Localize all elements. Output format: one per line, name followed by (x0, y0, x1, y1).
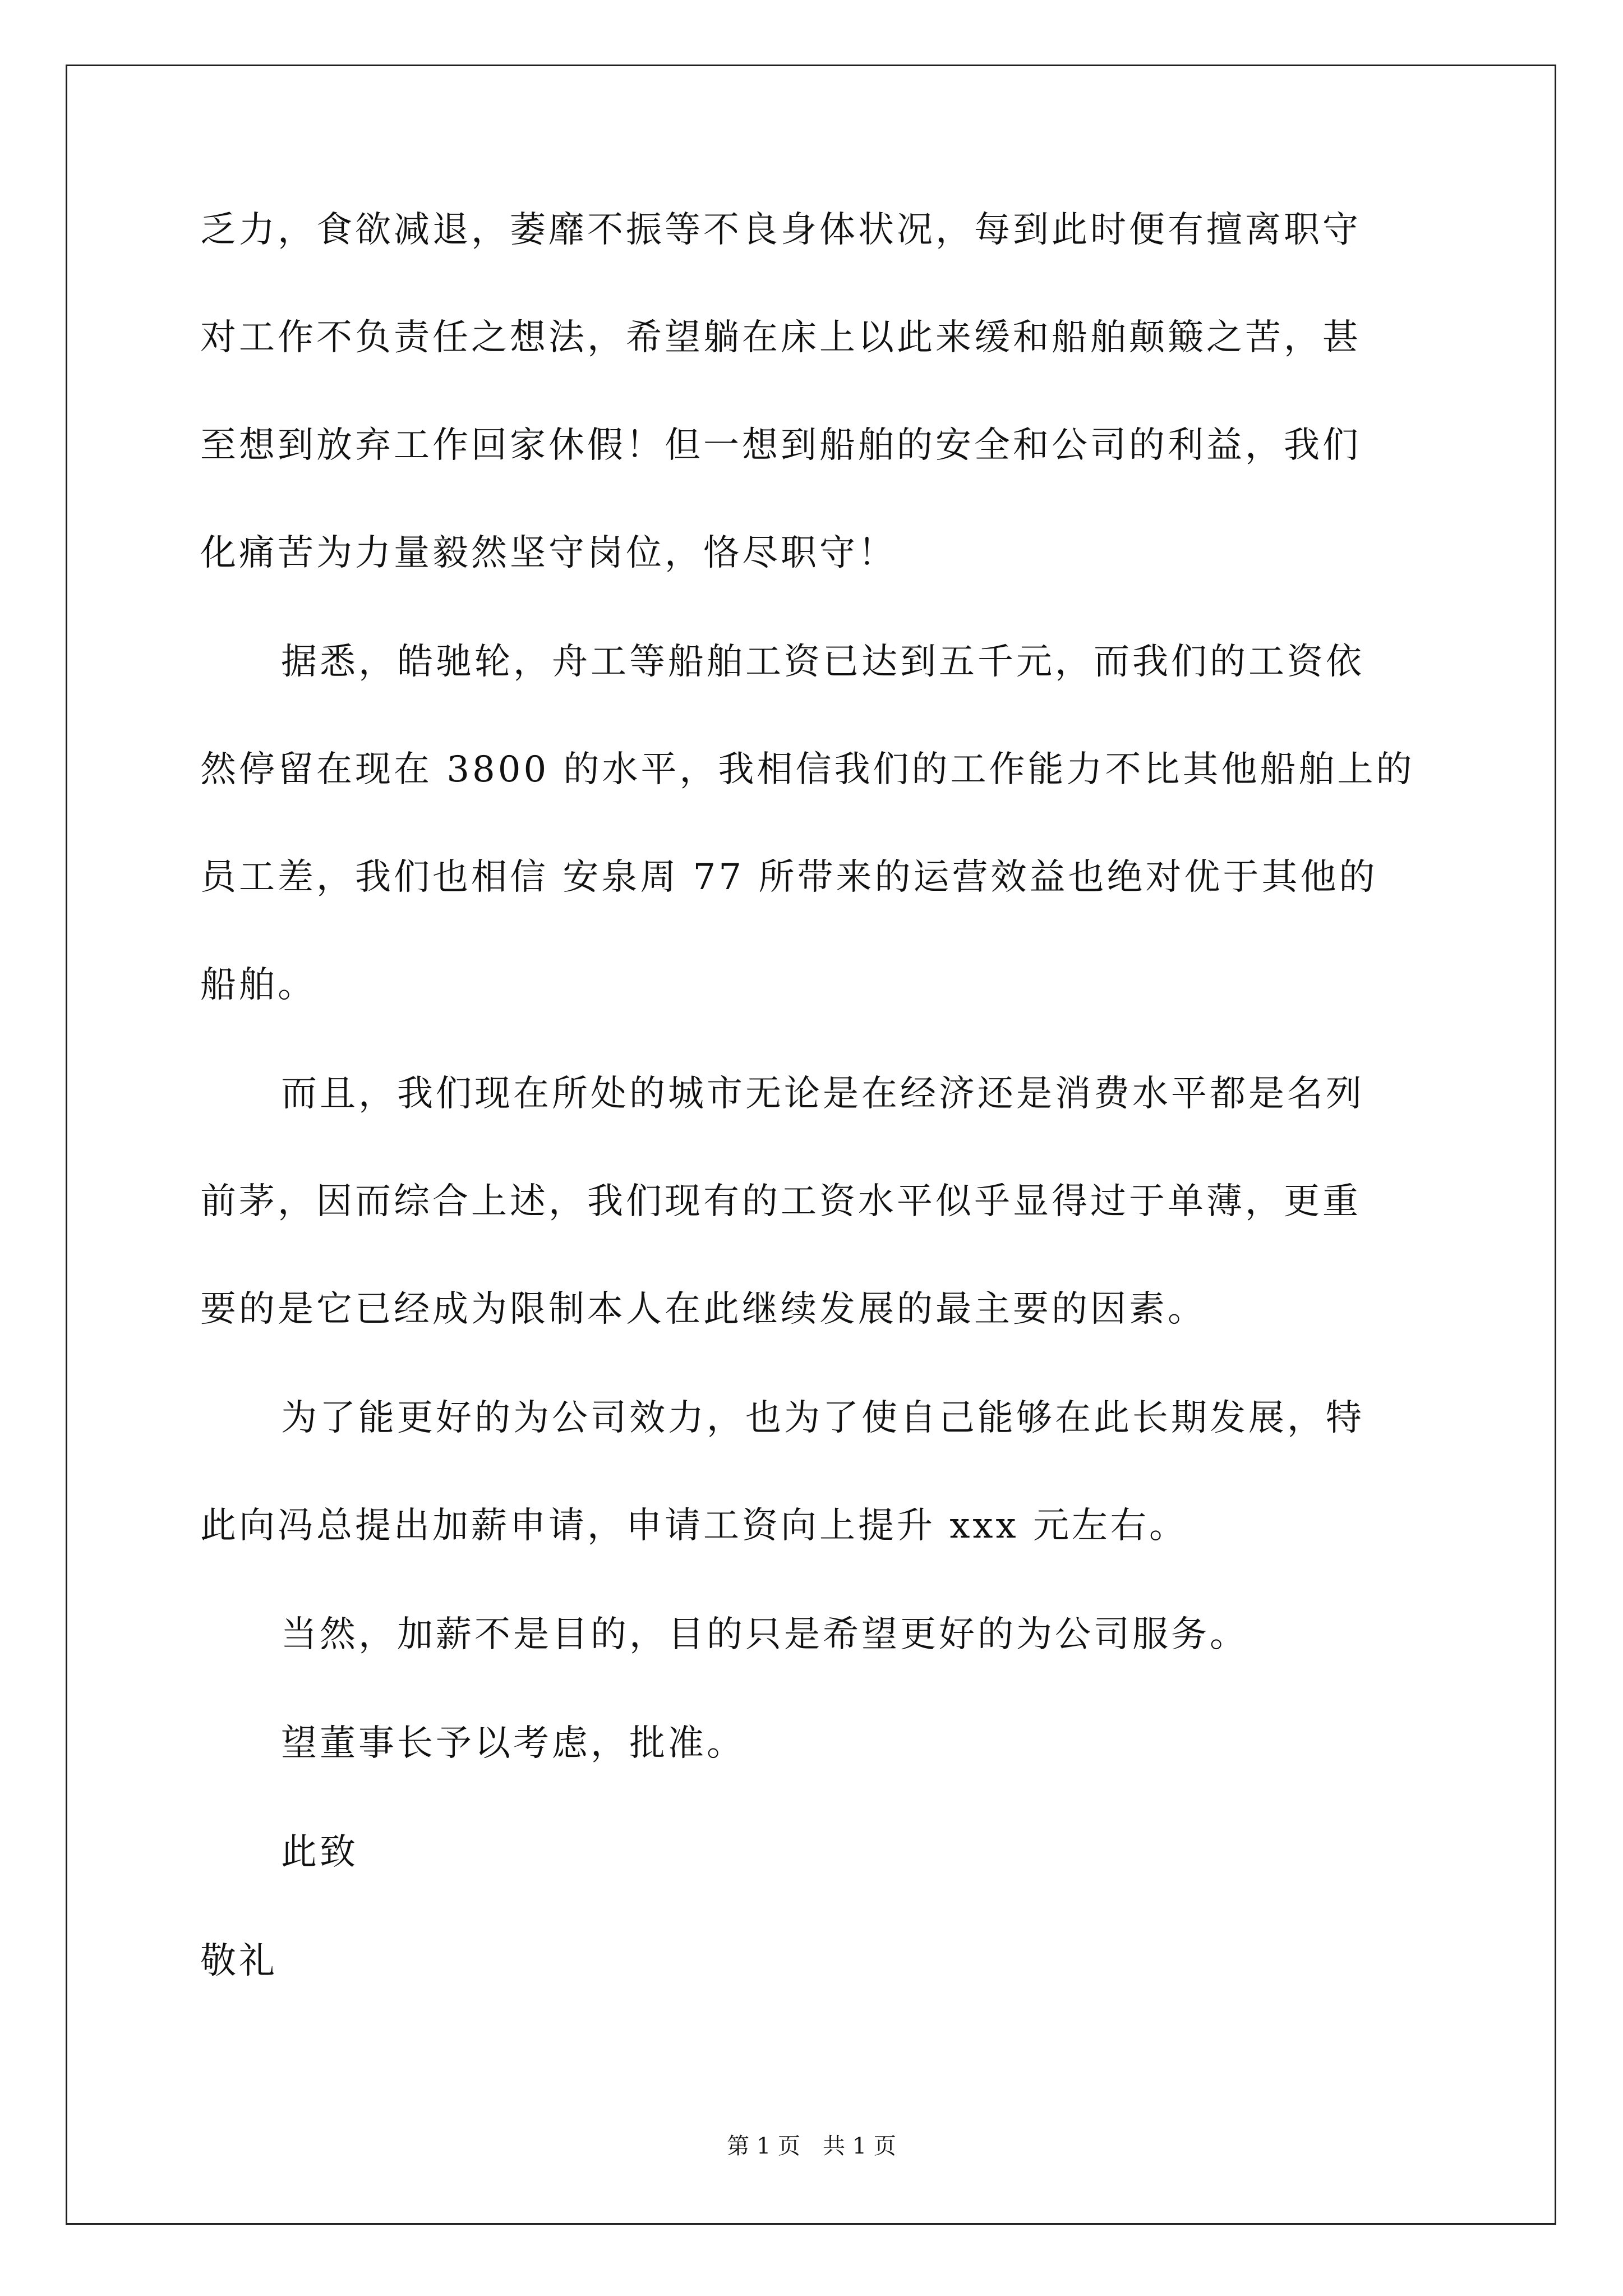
text-line: 此向冯总提出加薪申请，申请工资向上提升 xxx 元左右。 (200, 1505, 1188, 1547)
text-line: 要的是它已经成为限制本人在此继续发展的最主要的因素。 (200, 1289, 1206, 1330)
paragraph-start-line: 而且，我们现在所处的城市无论是在经济还是消费水平都是名列 (281, 1073, 1364, 1115)
paragraph-start-line: 当然，加薪不是目的，目的只是希望更好的为公司服务。 (281, 1614, 1248, 1655)
text-line: 员工差，我们也相信 安泉周 77 所带来的运营效益也绝对优于其他的 (200, 857, 1378, 898)
text-line: 然停留在现在 3800 的水平，我相信我们的工作能力不比其他船舶上的 (200, 749, 1415, 790)
page-border (66, 65, 1556, 2225)
closing-salutation: 此致 (281, 1832, 358, 1873)
paragraph-start-line: 据悉，皓驰轮，舟工等船舶工资已达到五千元，而我们的工资依 (281, 641, 1364, 683)
text-line: 化痛苦为力量毅然坚守岗位，恪尽职守！ (200, 532, 897, 574)
text-line: 至想到放弃工作回家休假！但一想到船舶的安全和公司的利益，我们 (200, 425, 1361, 466)
text-line: 对工作不负责任之想法，希望躺在床上以此来缓和船舶颠簸之苦，甚 (200, 317, 1361, 358)
closing-regards: 敬礼 (200, 1940, 278, 1982)
text-line: 船舶。 (200, 964, 316, 1006)
paragraph-start-line: 为了能更好的为公司效力，也为了使自己能够在此长期发展，特 (281, 1397, 1364, 1439)
text-line: 前茅，因而综合上述，我们现有的工资水平似乎显得过于单薄，更重 (200, 1181, 1361, 1222)
text-line: 乏力，食欲减退，萎靡不振等不良身体状况，每到此时便有擅离职守 (200, 209, 1361, 251)
paragraph-start-line: 望董事长予以考虑，批准。 (281, 1723, 745, 1764)
page-footer: 第 1 页 共 1 页 (727, 2133, 896, 2159)
